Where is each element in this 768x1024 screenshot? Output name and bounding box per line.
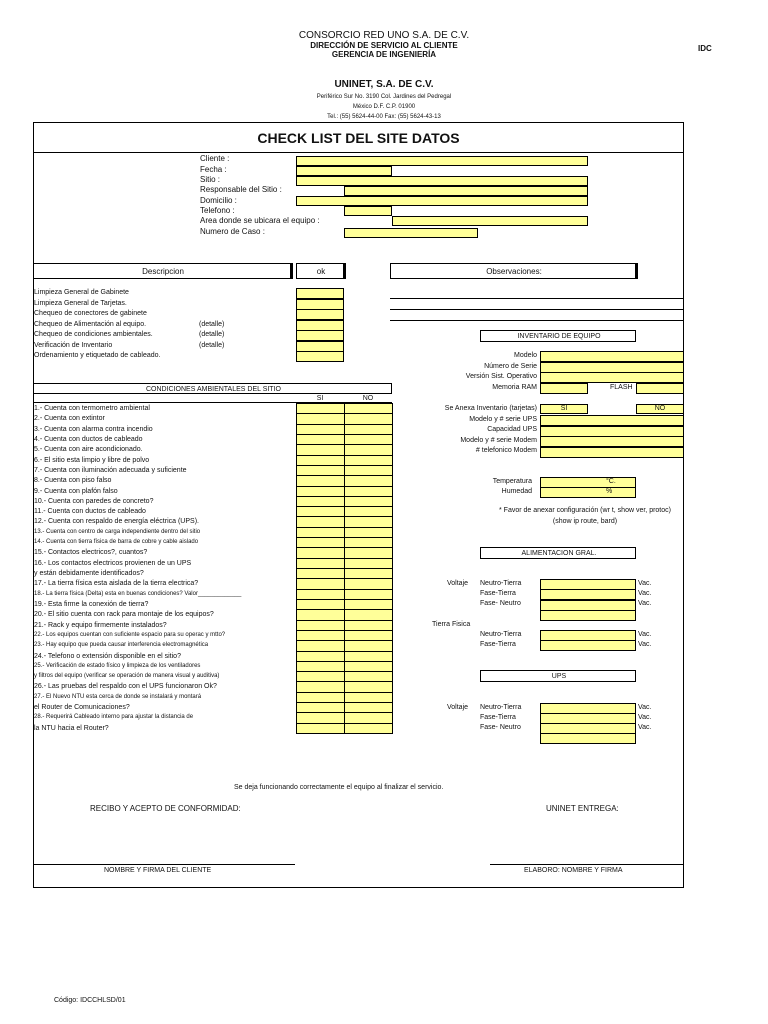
telefono-modem-field[interactable] xyxy=(540,447,684,458)
cliente-field[interactable] xyxy=(296,156,588,166)
humedad-label: Humedad xyxy=(501,488,532,495)
telefono-modem-label: # telefonico Modem xyxy=(475,447,537,454)
condition-item-label: 13.- Cuenta con centro de carga independiente dentro del sitio xyxy=(34,529,201,535)
capacidad-ups-label: Capacidad UPS xyxy=(487,426,537,433)
ups-extra-field[interactable] xyxy=(540,733,636,744)
vac-unit: Vac. xyxy=(638,580,652,587)
condition-item-label: 10.- Cuenta con paredes de concreto? xyxy=(34,498,154,505)
memoria-label: Memoria RAM xyxy=(492,384,537,391)
field-label-domicilio: Domicilio : xyxy=(200,196,237,205)
desc-item-label: Ordenamiento y etiquetado de cableado. xyxy=(34,352,161,359)
field-label-sitio: Sitio : xyxy=(200,175,221,184)
uninet-entrega-label: UNINET ENTREGA: xyxy=(546,804,619,813)
conditions-header: CONDICIONES AMBIENTALES DEL SITIO xyxy=(33,383,392,394)
ups-header: UPS xyxy=(480,670,636,682)
desc-item-label: Limpieza General de Gabinete xyxy=(34,289,129,296)
condition-item-label: 8.- Cuenta con piso falso xyxy=(34,477,112,484)
vac-unit: Vac. xyxy=(638,704,652,711)
condition-item-label: 16.- Los contactos electricos provienen de un UPS xyxy=(34,560,192,567)
condition-item-label: 18.- La tierra física (Delta) esta en buenas condiciones? Valor_____________ xyxy=(34,591,242,597)
vac-unit: Vac. xyxy=(638,600,652,607)
desc-item-ok-cell[interactable] xyxy=(296,288,344,299)
condition-item-label: 25.- Verificación de estado físico y limpieza de los ventiladores xyxy=(34,663,201,669)
anexa-label: Se Anexa Inventario (tarjetas) xyxy=(444,405,537,412)
desc-item-label: Chequeo de condiciones ambientales. xyxy=(34,331,153,338)
field-label-area: Area donde se ubicara el equipo : xyxy=(200,216,320,225)
condition-item-label: 19.- Esta firme la conexión de tierra? xyxy=(34,601,149,608)
desc-item-detail: (detalle) xyxy=(199,321,225,328)
phone-line: Tel.: (55) 5624-44-00 Fax: (55) 5624-43-13 xyxy=(327,114,441,120)
client-signature-line xyxy=(33,864,295,865)
vac-unit: Vac. xyxy=(638,590,652,597)
condition-item-label: 15.- Contactos electricos?, cuantos? xyxy=(34,549,148,556)
ups-fase-neutro-label: Fase- Neutro xyxy=(480,724,521,731)
uninet-signature-line xyxy=(490,864,684,865)
ups-voltaje-label: Voltaje xyxy=(447,704,469,711)
desc-item-label: Chequeo de Alimentación al equipo. xyxy=(34,321,147,328)
numero-serie-label: Número de Serie xyxy=(484,363,537,370)
service-statement: Se deja funcionando correctamente el equipo al finalizar el servicio. xyxy=(234,784,444,791)
condition-item-label: 12.- Cuenta con respaldo de energía eléctrica (UPS). xyxy=(34,518,199,525)
desc-header: Descripcion xyxy=(33,263,291,279)
temperatura-label: Temperatura xyxy=(492,478,532,485)
inventory-header: INVENTARIO DE EQUIPO xyxy=(480,330,636,342)
field-label-cliente: Cliente : xyxy=(200,154,230,163)
client-signature-caption: NOMBRE Y FIRMA DEL CLIENTE xyxy=(104,867,212,874)
hum-unit: % xyxy=(606,488,613,495)
field-label-telefono: Telefono : xyxy=(200,206,235,215)
flash-label: FLASH xyxy=(610,384,633,391)
vac-unit: Vac. xyxy=(638,714,652,721)
elaboro-caption: ELABORO: NOMBRE Y FIRMA xyxy=(524,867,623,874)
desc-item-detail: (detalle) xyxy=(199,342,225,349)
caso-field[interactable] xyxy=(344,228,478,238)
form-code: Código: IDCCHLSD/01 xyxy=(54,997,126,1004)
telefono-field[interactable] xyxy=(344,206,392,216)
condition-item-label: 24.- Telefono o extensión disponible en el sitio? xyxy=(34,653,181,660)
condition-item-label: y filtros del equipo (verificar se operación de manera visual y auditiva) xyxy=(34,673,220,679)
address-line-2: México D.F. C.P. 01900 xyxy=(352,104,416,110)
address-line-1: Periférico Sur No. 3190 Col. Jardines del Pedregal xyxy=(316,94,452,100)
condition-item-label: 11.- Cuenta con ductos de cableado xyxy=(34,508,146,515)
desc-item-label: Limpieza General de Tarjetas. xyxy=(34,300,127,307)
modelo-field[interactable] xyxy=(540,351,684,362)
doc-code-top: IDC xyxy=(698,44,712,53)
condition-item-label: y están debidamente identificados? xyxy=(34,570,144,577)
voltaje-label: Voltaje xyxy=(447,580,469,587)
department: DIRECCIÓN DE SERVICIO AL CLIENTE xyxy=(310,41,458,50)
anexa-si-label: SI xyxy=(560,405,568,412)
vac-unit: Vac. xyxy=(638,631,652,638)
version-field[interactable] xyxy=(540,372,684,383)
responsable-field[interactable] xyxy=(344,186,588,196)
fase-neutro-label: Fase- Neutro xyxy=(480,600,521,607)
tf-fase-tierra-label: Fase-Tierra xyxy=(480,641,516,648)
domicilio-field[interactable] xyxy=(296,196,588,206)
neutro-tierra-label: Neutro-Tierra xyxy=(480,580,522,587)
management: GERENCIA DE INGENIERÍA xyxy=(331,50,437,59)
tf-fase-tierra-field[interactable] xyxy=(540,640,636,651)
area-field[interactable] xyxy=(392,216,588,226)
modelo-modem-label: Modelo y # serie Modem xyxy=(460,437,537,444)
condition-item-label: 5.- Cuenta con aire acondicionado. xyxy=(34,446,143,453)
condition-item-label: 27.- El Nuevo NTU esta cerca de donde se instalará y montará xyxy=(34,694,202,700)
title-divider xyxy=(33,152,684,153)
desc-item-ok-cell[interactable] xyxy=(296,309,344,320)
humedad-field[interactable] xyxy=(540,487,636,498)
modelo-ups-label: Modelo y # serie UPS xyxy=(469,416,537,423)
ok-header: ok xyxy=(296,263,344,279)
condition-item-label: 4.- Cuenta con ductos de cableado xyxy=(34,436,143,443)
condition-item-label: 6.- El sitio esta limpio y libre de polvo xyxy=(34,457,150,464)
condition-item-label: 1.- Cuenta con termometro ambiental xyxy=(34,405,150,412)
sitio-field[interactable] xyxy=(296,176,588,186)
uninet-name: UNINET, S.A. DE C.V. xyxy=(334,79,434,90)
memoria-field[interactable] xyxy=(540,383,588,394)
condition-item-label: 23.- Hay equipo que pueda causar interferencia electromagnética xyxy=(34,642,209,648)
modelo-modem-field[interactable] xyxy=(540,436,684,447)
recibo-label: RECIBO Y ACEPTO DE CONFORMIDAD: xyxy=(90,804,241,813)
power-fase-tierra-field[interactable] xyxy=(540,589,636,600)
version-label: Versión Sist. Operativo xyxy=(465,373,537,380)
condition-item-label: 7.- Cuenta con iluminación adecuada y suficiente xyxy=(34,467,187,474)
conditions-underline xyxy=(33,402,392,403)
vac-unit: Vac. xyxy=(638,724,652,731)
config-note-2: (show ip route, bard) xyxy=(552,518,618,525)
desc-item-label: Chequeo de conectores de gabinete xyxy=(34,310,147,317)
ups-neutro-tierra-label: Neutro-Tierra xyxy=(480,704,522,711)
condition-item-label: 2.- Cuenta con extintor xyxy=(34,415,105,422)
field-label-caso: Numero de Caso : xyxy=(200,227,265,236)
condition-item-label: 26.- Las pruebas del respaldo con el UPS funcionaron Ok? xyxy=(34,683,217,690)
flash-field[interactable] xyxy=(636,383,684,394)
fecha-field[interactable] xyxy=(296,166,392,176)
vac-unit: Vac. xyxy=(638,641,652,648)
ups-fase-tierra-label: Fase-Tierra xyxy=(480,714,516,721)
condition-item-label: 14.- Cuenta con tierra física de barra de cobre y cable aislado xyxy=(34,539,199,545)
company-name: CONSORCIO RED UNO S.A. DE C.V. xyxy=(298,30,470,41)
field-label-responsable: Responsable del Sitio : xyxy=(200,185,282,194)
desc-item-ok-cell[interactable] xyxy=(296,351,344,362)
desc-item-ok-cell[interactable] xyxy=(296,330,344,341)
condition-item-label: la NTU hacia el Router? xyxy=(34,725,109,732)
condition-item-label: 28.- Requerirá Cableado interno para ajustar la distancia de xyxy=(34,714,194,720)
power-extra-field[interactable] xyxy=(540,610,636,621)
modelo-label: Modelo xyxy=(514,352,537,359)
obs-line xyxy=(390,298,684,299)
modelo-ups-field[interactable] xyxy=(540,415,684,426)
condition-item-label: el Router de Comunicaciones? xyxy=(34,704,130,711)
condition-item-label: 22.- Los equipos cuentan con suficiente espacio para su operac y mtto? xyxy=(34,632,226,638)
no-col-header: NO xyxy=(362,395,374,402)
desc-item-detail: (detalle) xyxy=(199,331,225,338)
form-title: CHECK LIST DEL SITE DATOS xyxy=(257,130,460,146)
anexa-no-label: NO xyxy=(654,405,666,412)
desc-item-label: Verificación de Inventario xyxy=(34,342,113,349)
condition-no-cell[interactable] xyxy=(344,723,393,734)
condition-item-label: 3.- Cuenta con alarma contra incendio xyxy=(34,426,153,433)
temp-unit: °C. xyxy=(606,478,616,485)
power-header: ALIMENTACION GRAL. xyxy=(480,547,636,559)
obs-line xyxy=(390,309,684,310)
observaciones-header: Observaciones: xyxy=(390,263,636,279)
condition-item-label: 21.- Rack y equipo firmemente instalados? xyxy=(34,622,167,629)
tf-neutro-tierra-label: Neutro-Tierra xyxy=(480,631,522,638)
condition-item-label: 9.- Cuenta con plafón falso xyxy=(34,488,118,495)
condition-item-label: 20.- El sitio cuenta con rack para montaje de los equipos? xyxy=(34,611,214,618)
config-note-1: * Favor de anexar configuración (wr t, show ver, protoc) xyxy=(499,507,671,514)
tierra-fisica-label: Tierra Fisica xyxy=(432,621,471,628)
fase-tierra-label: Fase-Tierra xyxy=(480,590,516,597)
condition-item-label: 17.- La tierra física esta aislada de la tierra electrica? xyxy=(34,580,199,587)
condition-si-cell[interactable] xyxy=(296,723,345,734)
si-col-header: SI xyxy=(316,395,324,402)
obs-line xyxy=(390,320,684,321)
field-label-fecha: Fecha : xyxy=(200,165,227,174)
